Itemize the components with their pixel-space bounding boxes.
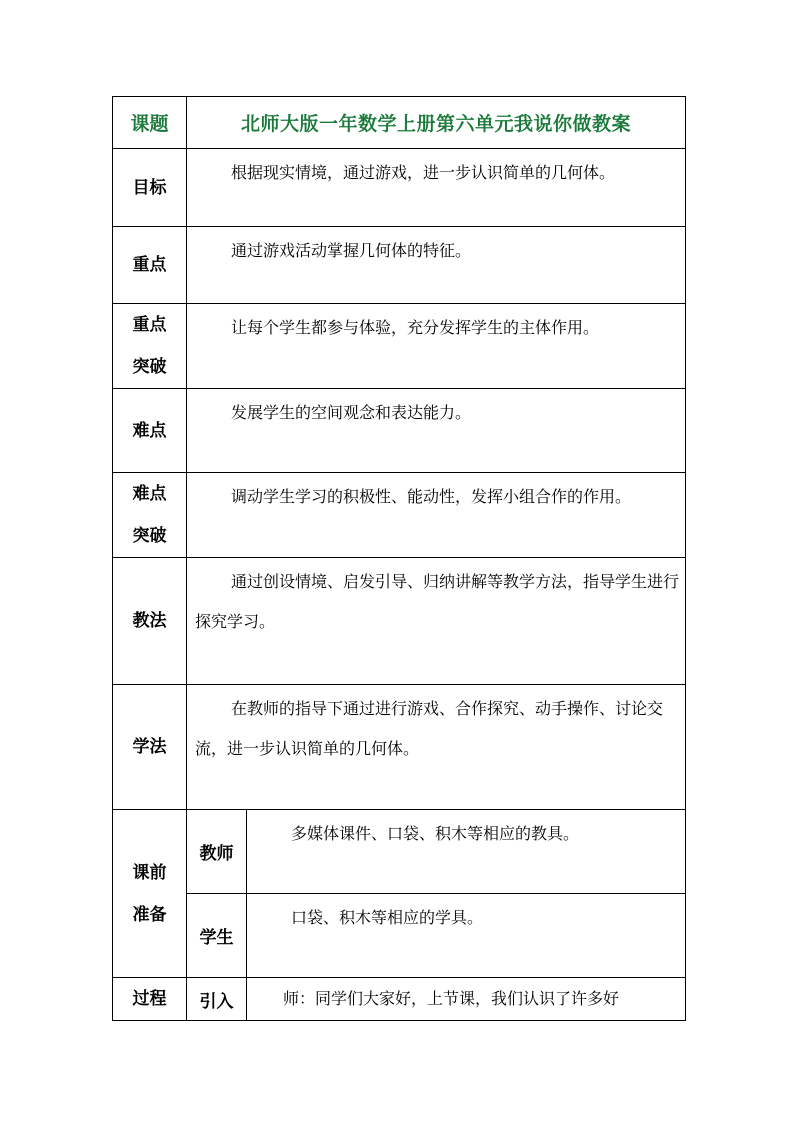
learning-method-row [113, 685, 686, 810]
key-point-text: 通过游戏活动掌握几何体的特征。 [231, 241, 472, 260]
difficulty-content [187, 389, 686, 473]
prep-label-line1: 课前 [132, 862, 167, 883]
prep-student-text: 口袋、积木等相应的学具。 [291, 908, 484, 927]
key-breakthrough-label-line2: 突破 [132, 357, 167, 377]
lesson-title: 北师大版一年数学上册第六单元我说你做教案 [187, 97, 686, 149]
process-label: 过程 [113, 978, 187, 1021]
prep-student-row [113, 894, 686, 978]
difficulty-breakthrough-label [113, 473, 187, 558]
prep-label [113, 810, 187, 978]
process-row [113, 978, 686, 1021]
process-intro-content [247, 978, 686, 1021]
goal-text: 根据现实情境，通过游戏，进一步认识简单的几何体。 [231, 163, 616, 182]
teaching-method-content [187, 558, 686, 685]
title-row [113, 97, 686, 149]
difficulty-label: 难点 [113, 389, 187, 473]
lesson-plan-table [112, 96, 686, 1021]
difficulty-text: 发展学生的空间观念和表达能力。 [231, 403, 472, 422]
title-label: 课题 [113, 97, 187, 149]
key-breakthrough-content [187, 304, 686, 389]
difficulty-row [113, 389, 686, 473]
key-breakthrough-row [113, 304, 686, 389]
prep-teacher-label: 教师 [187, 810, 247, 894]
learning-method-label: 学法 [113, 685, 187, 810]
teaching-method-text: 通过创设情境、启发引导、归纳讲解等教学方法，指导学生进行探究学习。 [195, 572, 680, 631]
teaching-method-row [113, 558, 686, 685]
prep-label-line2: 准备 [132, 904, 167, 925]
process-intro-label: 引入 [187, 978, 247, 1021]
key-breakthrough-label [113, 304, 187, 389]
difficulty-breakthrough-row [113, 473, 686, 558]
difficulty-breakthrough-content [187, 473, 686, 558]
prep-student-content [247, 894, 686, 978]
prep-teacher-content [247, 810, 686, 894]
key-point-label: 重点 [113, 227, 187, 304]
prep-teacher-text: 多媒体课件、口袋、积木等相应的教具。 [291, 824, 580, 843]
difficulty-breakthrough-label-line1: 难点 [132, 484, 167, 504]
difficulty-breakthrough-label-line2: 突破 [132, 526, 167, 546]
process-intro-text: 师：同学们大家好，上节课，我们认识了许多好 [283, 989, 620, 1008]
key-breakthrough-label-line1: 重点 [132, 315, 167, 335]
key-breakthrough-text: 让每个学生都参与体验，充分发挥学生的主体作用。 [231, 318, 600, 337]
learning-method-content [187, 685, 686, 810]
prep-student-label: 学生 [187, 894, 247, 978]
key-point-row [113, 227, 686, 304]
goal-label: 目标 [113, 149, 187, 227]
goal-row [113, 149, 686, 227]
prep-teacher-row [113, 810, 686, 894]
difficulty-breakthrough-text: 调动学生学习的积极性、能动性，发挥小组合作的作用。 [231, 487, 632, 506]
teaching-method-label: 教法 [113, 558, 187, 685]
learning-method-text: 在教师的指导下通过进行游戏、合作探究、动手操作、讨论交流，进一步认识简单的几何体。 [195, 699, 664, 758]
key-point-content [187, 227, 686, 304]
goal-content [187, 149, 686, 227]
